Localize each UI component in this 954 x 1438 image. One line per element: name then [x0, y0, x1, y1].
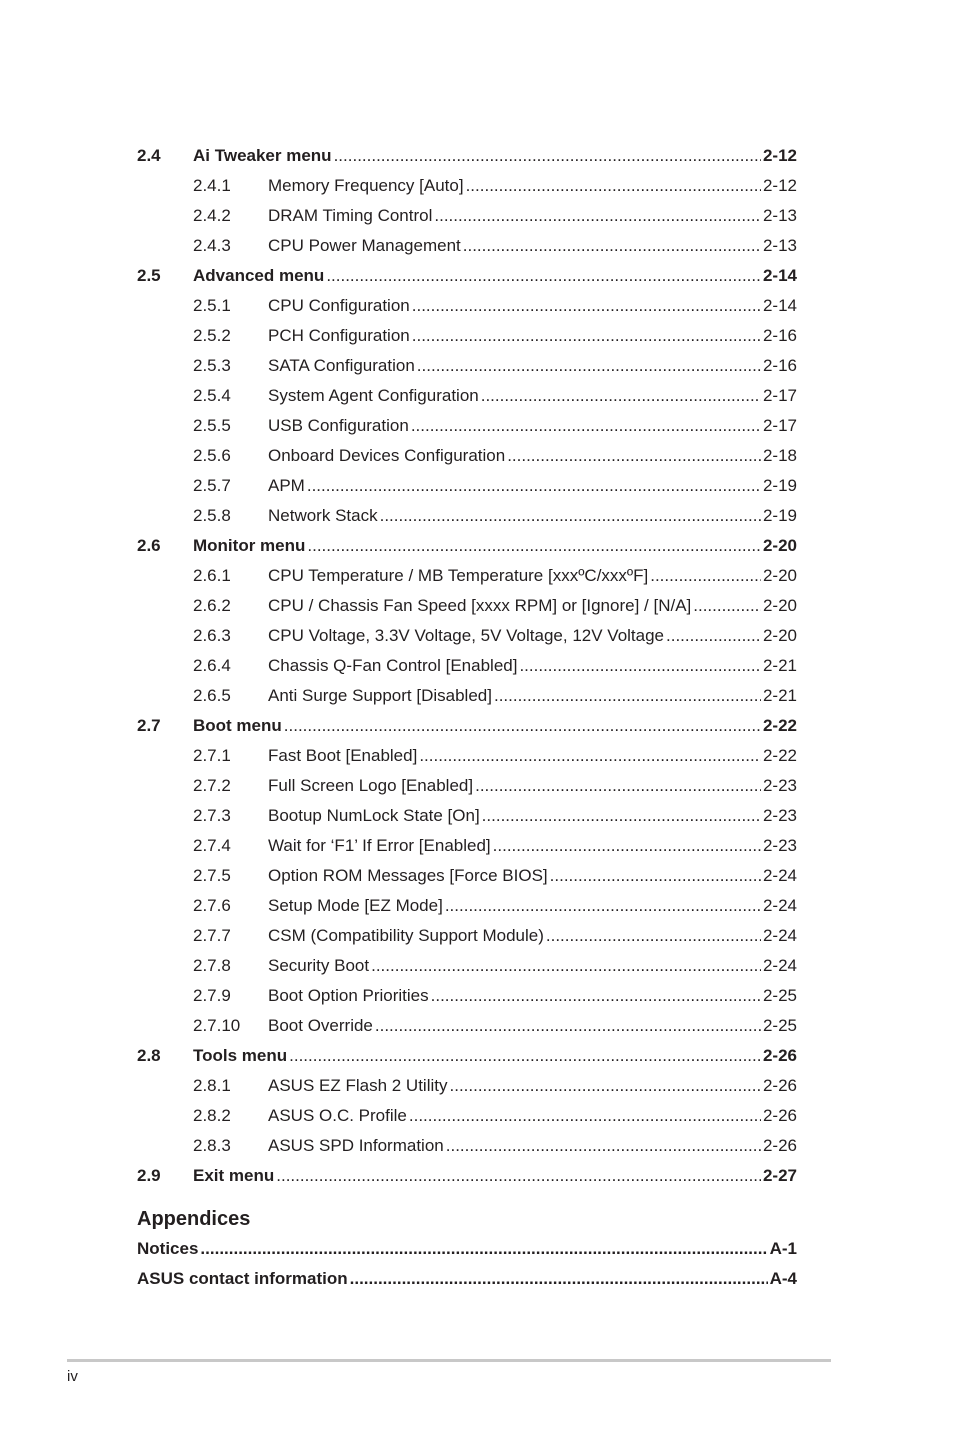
- toc-dot-leader: [481, 381, 761, 411]
- toc-entry-page: 2-26: [762, 1106, 797, 1125]
- toc-entry-page: 2-23: [762, 836, 797, 855]
- toc-dot-leader: [446, 1131, 761, 1161]
- toc-entry-page: 2-23: [762, 806, 797, 825]
- toc-entry-title: Boot Option Priorities: [268, 986, 429, 1005]
- toc-entry-number: 2.9: [137, 1166, 161, 1185]
- appendix-row[interactable]: [137, 1234, 797, 1264]
- toc-entry-number: 2.5.7: [193, 476, 231, 495]
- table-of-contents: [137, 141, 797, 1191]
- toc-subsection-row[interactable]: [137, 681, 797, 711]
- toc-dot-leader: [445, 891, 761, 921]
- toc-subsection-row[interactable]: [137, 231, 797, 261]
- toc-entry-title: ASUS SPD Information: [268, 1136, 444, 1155]
- toc-entry-title: CPU Configuration: [268, 296, 410, 315]
- toc-entry-page: 2-14: [762, 266, 797, 285]
- toc-entry-title: Fast Boot [Enabled]: [268, 746, 418, 765]
- toc-section-row[interactable]: [137, 1041, 797, 1071]
- toc-entry-page: 2-17: [762, 386, 797, 405]
- toc-entry-title: Advanced menu: [193, 266, 325, 285]
- toc-dot-leader: [434, 201, 761, 231]
- toc-entry-title: Setup Mode [EZ Mode]: [268, 896, 443, 915]
- toc-dot-leader: [284, 711, 761, 741]
- toc-subsection-row[interactable]: [137, 321, 797, 351]
- toc-entry-title: PCH Configuration: [268, 326, 410, 345]
- toc-entry-number: 2.7.10: [193, 1016, 241, 1035]
- toc-subsection-row[interactable]: [137, 471, 797, 501]
- toc-entry-page: 2-20: [762, 626, 797, 645]
- toc-entry-page: 2-19: [762, 476, 797, 495]
- toc-entry-page: 2-20: [762, 596, 797, 615]
- toc-entry-page: 2-20: [762, 566, 797, 585]
- toc-subsection-row[interactable]: [137, 441, 797, 471]
- toc-dot-leader: [307, 471, 761, 501]
- toc-entry-number: 2.7.5: [193, 866, 231, 885]
- toc-entry-number: 2.8.3: [193, 1136, 231, 1155]
- toc-entry-number: 2.7.8: [193, 956, 231, 975]
- footer-divider: [67, 1359, 831, 1362]
- toc-subsection-row[interactable]: [137, 891, 797, 921]
- toc-subsection-row[interactable]: [137, 771, 797, 801]
- appendix-entry-title: Notices: [137, 1239, 199, 1258]
- toc-entry-title: Network Stack: [268, 506, 378, 525]
- toc-dot-leader: [463, 231, 761, 261]
- toc-subsection-row[interactable]: [137, 501, 797, 531]
- toc-entry-title: Monitor menu: [193, 536, 306, 555]
- toc-dot-leader: [350, 1264, 768, 1294]
- toc-dot-leader: [450, 1071, 761, 1101]
- toc-entry-page: 2-17: [762, 416, 797, 435]
- toc-entry-page: 2-22: [762, 716, 797, 735]
- toc-dot-leader: [371, 951, 761, 981]
- toc-entry-title: Boot menu: [193, 716, 282, 735]
- toc-entry-page: 2-22: [762, 746, 797, 765]
- toc-dot-leader: [307, 531, 761, 561]
- toc-subsection-row[interactable]: [137, 411, 797, 441]
- toc-dot-leader: [412, 291, 761, 321]
- toc-entry-page: 2-27: [762, 1166, 797, 1185]
- toc-entry-title: Security Boot: [268, 956, 370, 975]
- toc-entry-number: 2.8.1: [193, 1076, 231, 1095]
- toc-dot-leader: [411, 411, 761, 441]
- toc-entry-title: CPU Voltage, 3.3V Voltage, 5V Voltage, 12V Voltage: [268, 626, 665, 645]
- toc-subsection-row[interactable]: [137, 801, 797, 831]
- toc-subsection-row[interactable]: [137, 921, 797, 951]
- appendix-entry-page: A-1: [769, 1239, 797, 1258]
- toc-entry-title: Memory Frequency [Auto]: [268, 176, 464, 195]
- toc-dot-leader: [276, 1161, 761, 1191]
- toc-entry-page: 2-13: [762, 236, 797, 255]
- toc-subsection-row[interactable]: [137, 1131, 797, 1161]
- toc-entry-number: 2.8: [137, 1046, 161, 1065]
- toc-entry-title: APM: [268, 476, 305, 495]
- appendices-heading: Appendices: [137, 1208, 251, 1230]
- toc-subsection-row[interactable]: [137, 831, 797, 861]
- toc-entry-number: 2.6.3: [193, 626, 231, 645]
- toc-dot-leader: [412, 321, 761, 351]
- toc-section-row[interactable]: [137, 531, 797, 561]
- toc-entry-page: 2-12: [762, 146, 797, 165]
- toc-entry-number: 2.7: [137, 716, 161, 735]
- toc-subsection-row[interactable]: [137, 561, 797, 591]
- page-number: iv: [67, 1368, 78, 1385]
- toc-entry-number: 2.5: [137, 266, 161, 285]
- toc-entry-page: 2-18: [762, 446, 797, 465]
- toc-dot-leader: [289, 1041, 761, 1071]
- toc-entry-page: 2-26: [762, 1076, 797, 1095]
- toc-entry-page: 2-24: [762, 956, 797, 975]
- toc-entry-title: Ai Tweaker menu: [193, 146, 332, 165]
- toc-entry-number: 2.7.3: [193, 806, 231, 825]
- toc-entry-number: 2.7.9: [193, 986, 231, 1005]
- toc-entry-page: 2-21: [762, 656, 797, 675]
- toc-entry-number: 2.7.7: [193, 926, 231, 945]
- toc-section-row[interactable]: [137, 1161, 797, 1191]
- toc-dot-leader: [334, 141, 761, 171]
- toc-subsection-row[interactable]: [137, 1071, 797, 1101]
- toc-entry-page: 2-24: [762, 896, 797, 915]
- toc-subsection-row[interactable]: [137, 171, 797, 201]
- toc-dot-leader: [409, 1101, 761, 1131]
- toc-entry-page: 2-25: [762, 986, 797, 1005]
- toc-entry-page: 2-26: [762, 1046, 797, 1065]
- toc-entry-number: 2.5.2: [193, 326, 231, 345]
- appendices-list: [137, 1234, 797, 1294]
- toc-dot-leader: [550, 861, 761, 891]
- toc-entry-number: 2.5.8: [193, 506, 231, 525]
- toc-entry-number: 2.6.2: [193, 596, 231, 615]
- toc-dot-leader: [380, 501, 761, 531]
- toc-subsection-row[interactable]: [137, 621, 797, 651]
- toc-subsection-row[interactable]: [137, 951, 797, 981]
- toc-entry-title: Boot Override: [268, 1016, 373, 1035]
- toc-dot-leader: [507, 441, 761, 471]
- toc-subsection-row[interactable]: [137, 591, 797, 621]
- toc-subsection-row[interactable]: [137, 1101, 797, 1131]
- toc-dot-leader: [693, 591, 761, 621]
- toc-entry-number: 2.4.3: [193, 236, 231, 255]
- toc-entry-title: Full Screen Logo [Enabled]: [268, 776, 474, 795]
- toc-entry-page: 2-14: [762, 296, 797, 315]
- toc-dot-leader: [200, 1234, 767, 1264]
- toc-subsection-row[interactable]: [137, 381, 797, 411]
- toc-entry-page: 2-13: [762, 206, 797, 225]
- toc-entry-number: 2.7.1: [193, 746, 231, 765]
- toc-entry-number: 2.5.3: [193, 356, 231, 375]
- toc-entry-number: 2.6.5: [193, 686, 231, 705]
- toc-entry-page: 2-21: [762, 686, 797, 705]
- toc-subsection-row[interactable]: [137, 981, 797, 1011]
- toc-subsection-row[interactable]: [137, 861, 797, 891]
- appendix-entry-page: A-4: [769, 1269, 797, 1288]
- toc-section-row[interactable]: [137, 261, 797, 291]
- toc-entry-page: 2-26: [762, 1136, 797, 1155]
- toc-entry-title: ASUS O.C. Profile: [268, 1106, 407, 1125]
- toc-dot-leader: [375, 1011, 761, 1041]
- toc-dot-leader: [482, 801, 761, 831]
- toc-dot-leader: [466, 171, 761, 201]
- toc-entry-number: 2.4: [137, 146, 161, 165]
- toc-entry-title: ASUS EZ Flash 2 Utility: [268, 1076, 448, 1095]
- toc-dot-leader: [666, 621, 761, 651]
- toc-entry-title: SATA Configuration: [268, 356, 415, 375]
- toc-entry-title: Option ROM Messages [Force BIOS]: [268, 866, 548, 885]
- toc-entry-page: 2-12: [762, 176, 797, 195]
- toc-subsection-row[interactable]: [137, 651, 797, 681]
- toc-entry-number: 2.5.5: [193, 416, 231, 435]
- toc-dot-leader: [519, 651, 761, 681]
- toc-entry-number: 2.4.2: [193, 206, 231, 225]
- toc-entry-number: 2.6.1: [193, 566, 231, 585]
- toc-subsection-row[interactable]: [137, 1011, 797, 1041]
- toc-entry-number: 2.5.4: [193, 386, 231, 405]
- toc-entry-page: 2-19: [762, 506, 797, 525]
- toc-entry-title: CSM (Compatibility Support Module): [268, 926, 544, 945]
- toc-entry-page: 2-16: [762, 356, 797, 375]
- toc-subsection-row[interactable]: [137, 741, 797, 771]
- toc-entry-page: 2-24: [762, 926, 797, 945]
- appendix-row[interactable]: [137, 1264, 797, 1294]
- toc-dot-leader: [417, 351, 761, 381]
- toc-entry-title: Bootup NumLock State [On]: [268, 806, 480, 825]
- toc-dot-leader: [493, 831, 761, 861]
- toc-entry-number: 2.4.1: [193, 176, 231, 195]
- toc-entry-number: 2.6: [137, 536, 161, 555]
- toc-entry-page: 2-24: [762, 866, 797, 885]
- toc-entry-title: System Agent Configuration: [268, 386, 479, 405]
- toc-dot-leader: [650, 561, 761, 591]
- toc-dot-leader: [431, 981, 761, 1011]
- toc-dot-leader: [475, 771, 761, 801]
- toc-subsection-row[interactable]: [137, 201, 797, 231]
- toc-entry-page: 2-25: [762, 1016, 797, 1035]
- toc-entry-title: Chassis Q-Fan Control [Enabled]: [268, 656, 518, 675]
- toc-dot-leader: [546, 921, 761, 951]
- toc-entry-title: CPU / Chassis Fan Speed [xxxx RPM] or [Ignore] / [N/A]: [268, 596, 692, 615]
- toc-entry-page: 2-23: [762, 776, 797, 795]
- toc-subsection-row[interactable]: [137, 291, 797, 321]
- toc-entry-number: 2.7.6: [193, 896, 231, 915]
- toc-entry-title: Wait for ‘F1’ If Error [Enabled]: [268, 836, 491, 855]
- toc-dot-leader: [494, 681, 761, 711]
- toc-entry-page: 2-16: [762, 326, 797, 345]
- toc-entry-title: CPU Temperature / MB Temperature [xxxºC/xxxºF]: [268, 566, 649, 585]
- toc-entry-number: 2.8.2: [193, 1106, 231, 1125]
- toc-entry-title: Onboard Devices Configuration: [268, 446, 506, 465]
- toc-entry-number: 2.7.2: [193, 776, 231, 795]
- toc-entry-title: DRAM Timing Control: [268, 206, 433, 225]
- toc-entry-title: USB Configuration: [268, 416, 409, 435]
- toc-dot-leader: [419, 741, 761, 771]
- toc-entry-title: Exit menu: [193, 1166, 275, 1185]
- toc-entry-page: 2-20: [762, 536, 797, 555]
- toc-entry-number: 2.6.4: [193, 656, 231, 675]
- toc-section-row[interactable]: [137, 141, 797, 171]
- toc-entry-title: CPU Power Management: [268, 236, 461, 255]
- toc-entry-number: 2.7.4: [193, 836, 231, 855]
- toc-dot-leader: [326, 261, 761, 291]
- toc-entry-title: Tools menu: [193, 1046, 288, 1065]
- toc-entry-title: Anti Surge Support [Disabled]: [268, 686, 492, 705]
- toc-entry-number: 2.5.6: [193, 446, 231, 465]
- toc-entry-number: 2.5.1: [193, 296, 231, 315]
- toc-subsection-row[interactable]: [137, 351, 797, 381]
- toc-section-row[interactable]: [137, 711, 797, 741]
- appendix-entry-title: ASUS contact information: [137, 1269, 348, 1288]
